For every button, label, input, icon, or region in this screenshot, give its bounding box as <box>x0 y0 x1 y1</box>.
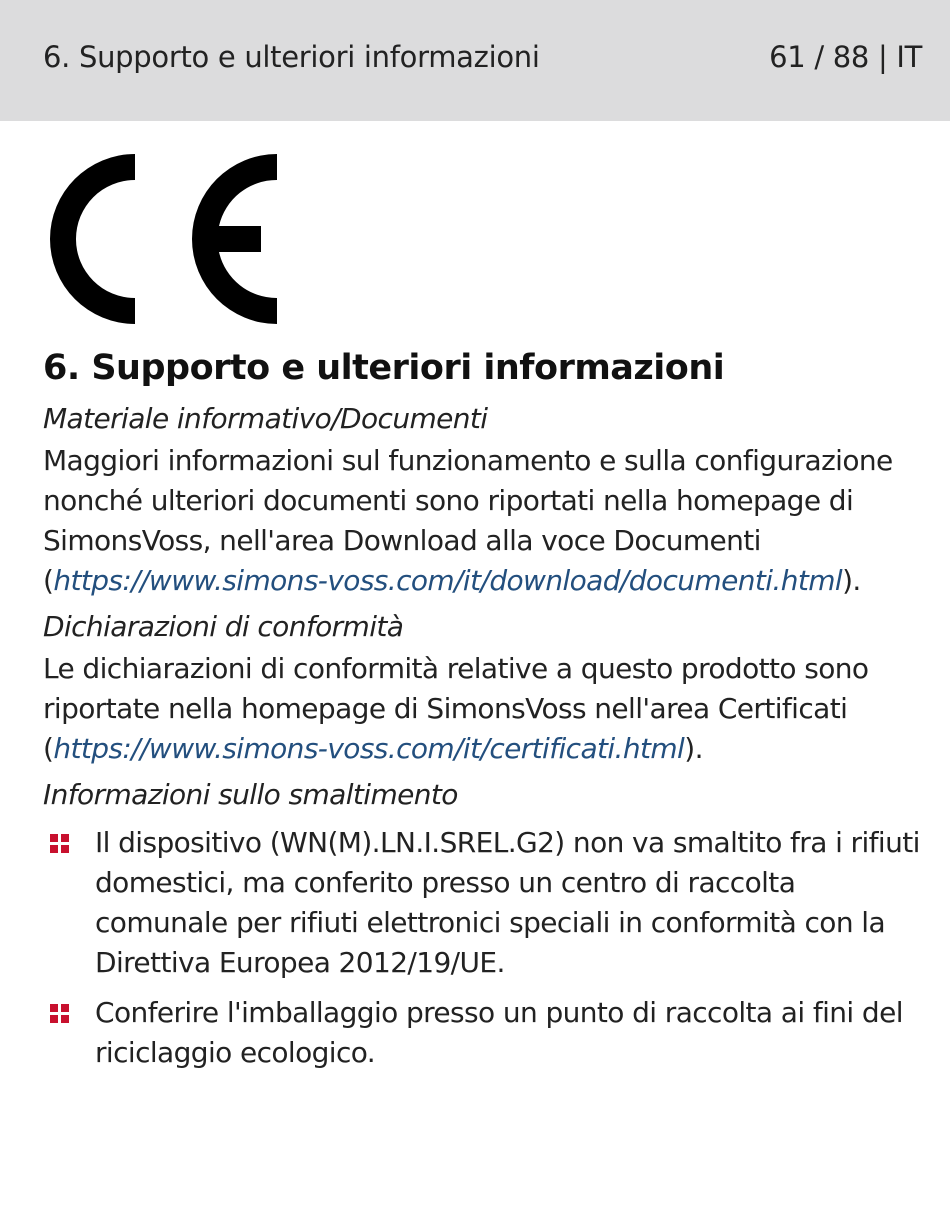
header-page-number: 61 / 88 | IT <box>769 40 922 74</box>
certificates-link[interactable]: https://www.simons-voss.com/it/certificati.html <box>53 732 685 765</box>
documents-paragraph: Maggiori informazioni sul funzionamento e sulla configurazione nonché ulteriori documenti sono riportati nella homepage di SimonsVoss, nell'area Download alla voce Documenti (https://www.simons-voss.com/it/download/documenti.html). <box>43 444 893 597</box>
documents-link[interactable]: https://www.simons-voss.com/it/download/documenti.html <box>53 564 843 597</box>
list-item: Conferire l'imballaggio presso un punto di raccolta ai fini del riciclaggio ecologico. <box>43 993 923 1073</box>
header-section-title: 6. Supporto e ulteriori informazioni <box>43 40 540 74</box>
section-heading: 6. Supporto e ulteriori informazioni <box>43 348 725 388</box>
ce-mark-logo <box>41 154 279 324</box>
disposal-subtitle: Informazioni sullo smaltimento <box>43 778 458 811</box>
conformity-subtitle: Dichiarazioni di conformità <box>43 610 404 643</box>
page-header <box>0 0 950 121</box>
documents-subtitle: Materiale informativo/Documenti <box>43 402 488 435</box>
disposal-list <box>43 823 923 1073</box>
square-bullet-icon <box>50 1004 70 1024</box>
ce-e-letter <box>192 154 277 324</box>
ce-c-letter <box>50 154 135 324</box>
square-bullet-icon <box>50 834 70 854</box>
conformity-paragraph: Le dichiarazioni di conformità relative a questo prodotto sono riportate nella homepage di SimonsVoss nell'area Certificati (https://www.simons-voss.com/it/certificati.html). <box>43 652 869 765</box>
list-item: Il dispositivo (WN(M).LN.I.SREL.G2) non va smaltito fra i rifiuti domestici, ma conferito presso un centro di raccolta comunale per rifiuti elettronici speciali in conformità con la Direttiva Europea 2012/19/UE. <box>43 823 923 983</box>
main-content <box>43 345 923 1083</box>
